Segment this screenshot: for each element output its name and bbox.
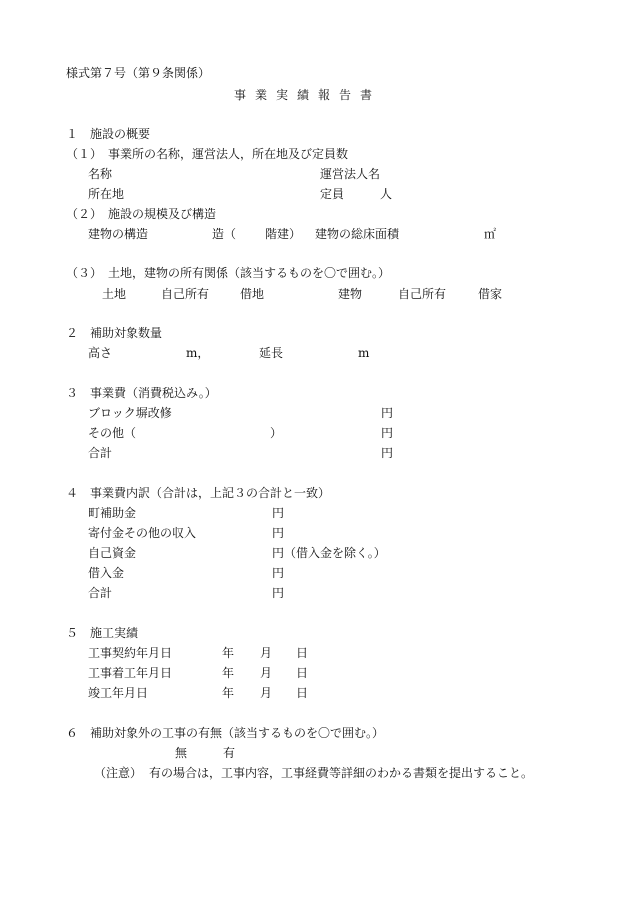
day-unit: 日 [296,666,309,680]
note-label: （注意） [94,766,143,780]
schedule-row-label: 工事着工年月日 [88,666,173,680]
corp-label: 運営法人名 [320,167,381,181]
breakdown-row-unit: 円 [272,526,285,540]
schedule-row-label: 工事契約年月日 [88,646,173,660]
floor-area-label: 建物の総床面積 [315,227,400,241]
cost-row-unit: 円 [381,446,394,460]
breakdown-row-label: 寄付金その他の収入 [88,526,197,540]
structure-label: 建物の構造 [88,227,149,241]
land-label: 土地 [102,287,127,301]
year-unit: 年 [222,666,235,680]
breakdown-row-label: 自己資金 [88,546,137,560]
month-unit: 月 [260,686,273,700]
capacity-unit: 人 [380,187,393,201]
building-label: 建物 [338,287,363,301]
option-none: 無 [175,746,188,760]
month-unit: 月 [260,646,273,660]
cost-row-label: その他（ [88,426,137,440]
section-4-heading: ４ 事業費内訳（合計は，上記３の合計と一致） [66,486,331,500]
land-option-owned: 自己所有 [161,287,210,301]
cost-row-unit: 円 [381,406,394,420]
land-option-leased: 借地 [240,287,265,301]
section-2-heading: ２ 補助対象数量 [66,326,163,340]
cost-row-close-paren: ） [270,426,283,440]
section-1-3-heading: （３） 土地，建物の所有関係（該当するものを〇で囲む。） [66,266,391,280]
section-5-heading: ５ 施工実績 [66,626,139,640]
form-number: 様式第７号（第９条関係） [66,66,211,80]
height-label: 高さ [88,346,113,360]
day-unit: 日 [296,646,309,660]
floor-area-unit: ㎡ [484,227,497,241]
section-3-heading: ３ 事業費（消費税込み。） [66,386,217,400]
breakdown-row-label: 合計 [88,586,113,600]
section-1-1-heading: （１） 事業所の名称，運営法人，所在地及び定員数 [66,147,349,161]
breakdown-row-unit: 円 [272,586,285,600]
floors-unit: 階建） [265,227,302,241]
cost-row-label: 合計 [88,446,113,460]
length-unit: m [358,346,370,360]
section-6-heading: ６ 補助対象外の工事の有無（該当するものを〇で囲む。） [66,726,385,740]
breakdown-row-label: 町補助金 [88,506,137,520]
schedule-row-label: 竣工年月日 [88,686,149,700]
year-unit: 年 [222,686,235,700]
document-title: 事業実績報告書 [234,88,382,102]
capacity-label: 定員 [320,187,345,201]
year-unit: 年 [222,646,235,660]
breakdown-row-unit: 円 [272,506,285,520]
breakdown-row-label: 借入金 [88,566,125,580]
building-option-owned: 自己所有 [398,287,447,301]
breakdown-row-unit: 円（借入金を除く。） [272,546,386,560]
building-option-rented: 借家 [478,287,503,301]
month-unit: 月 [260,666,273,680]
structure-unit: 造（ [212,227,237,241]
height-unit: m， [186,346,210,360]
section-1-2-heading: （２） 施設の規模及び構造 [66,207,217,221]
section-1-heading: １ 施設の概要 [66,127,151,141]
name-label: 名称 [88,167,113,181]
day-unit: 日 [296,686,309,700]
length-label: 延長 [259,346,284,360]
note-text: 有の場合は，工事内容，工事経費等詳細のわかる書類を提出すること。 [149,766,534,780]
cost-row-label: ブロック塀改修 [88,406,172,420]
cost-row-unit: 円 [381,426,394,440]
address-label: 所在地 [88,187,125,201]
breakdown-row-unit: 円 [272,566,285,580]
option-yes: 有 [223,746,236,760]
